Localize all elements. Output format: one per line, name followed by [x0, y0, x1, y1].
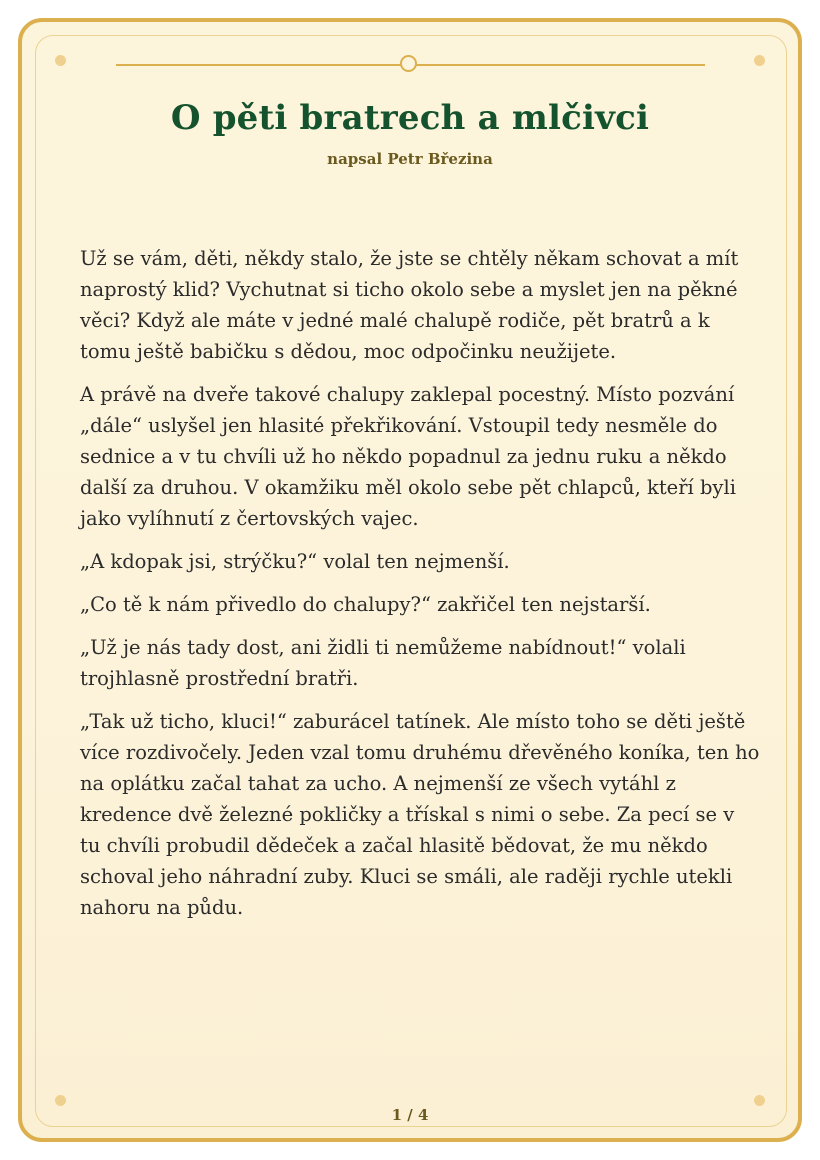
paragraph: „Už je nás tady dost, ani židli ti nemůžeme nabídnout!“ volali trojhlasně prostřední bratři.	[80, 636, 686, 690]
author-line: napsal Petr Březina	[327, 150, 493, 168]
paragraph: „Tak už ticho, kluci!“ zaburácel tatínek. Ale místo toho se děti ještě více rozdivočely. Jeden vzal tomu druhému dřevěného koníka, ten ho na oplátku začal tahat za ucho. A nejmenší ze všech vytáhl z kredence dvě železné pokličky a třískal s nimi o sebe. Za pecí se v tu chvíli probudil dědeček a začal hlasitě bědovat, že mu někdo schoval jeho náhradní zuby. Kluci se smáli, ale raději rychle utekli nahoru na půdu.	[80, 710, 760, 919]
paragraph: Už se vám, děti, někdy stalo, že jste se chtěly někam schovat a mít naprostý klid? Vychutnat si ticho okolo sebe a myslet jen na pěkné věci? Když ale máte v jedné malé chalupě rodiče, pět bratrů a k tomu ještě babičku s dědou, moc odpočinku neužijete.	[80, 247, 739, 363]
corner-dot-top-right	[754, 55, 765, 66]
circle-ornament-icon	[400, 55, 417, 72]
paragraph: „A kdopak jsi, strýčku?“ volal ten nejmenší.	[80, 550, 510, 573]
corner-dot-bottom-left	[55, 1095, 66, 1106]
story-title: O pěti bratrech a mlčivci	[170, 98, 650, 138]
page-number: 1 / 4	[391, 1106, 429, 1124]
corner-dot-top-left	[55, 55, 66, 66]
paragraph: „Co tě k nám přivedlo do chalupy?“ zakřičel ten nejstarší.	[80, 593, 651, 616]
paragraph: A právě na dveře takové chalupy zaklepal pocestný. Místo pozvání „dále“ uslyšel jen hlasité překřikování. Vstoupil tedy nesměle do sednice a v tu chvíli už ho někdo popadnul za jednu ruku a někdo další za druhou. V okamžiku měl okolo sebe pět chlapců, kteří byli jako vylíhnutí z čertovských vajec.	[80, 383, 736, 530]
story-text	[80, 243, 760, 935]
corner-dot-bottom-right	[754, 1095, 765, 1106]
